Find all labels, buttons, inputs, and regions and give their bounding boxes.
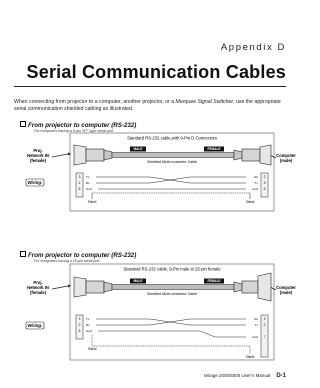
right-signal-2b: Tx bbox=[254, 323, 258, 327]
db25-connector-icon bbox=[258, 273, 271, 301]
strain-relief-icon bbox=[234, 150, 242, 160]
diagram-1-frame bbox=[70, 133, 274, 211]
diagram-2-left-label-3: (female) bbox=[29, 290, 47, 295]
cable-2-body bbox=[112, 285, 234, 290]
diagram-1-left-label-1: Proj. bbox=[33, 148, 43, 153]
shield-label-right-2: Shield bbox=[245, 355, 255, 359]
left-pin-2c: 5 bbox=[78, 329, 81, 333]
shield-label-left-2: Shield bbox=[87, 347, 97, 351]
diagram-2-left-label-2: Network IN bbox=[27, 285, 49, 290]
right-pin-1a: 2 bbox=[263, 175, 266, 179]
section-1-subnote: For computers having a 9-pin “AT” type serial port bbox=[34, 129, 114, 133]
right-pin-2a: 3 bbox=[263, 317, 266, 321]
wire-rx bbox=[96, 177, 246, 183]
connector-hood-icon bbox=[86, 149, 104, 161]
diagram-1-cable-title: Standard RS-232 cable,with 9-Pin D Connectors bbox=[127, 135, 217, 141]
female-tag-2: FEMALE bbox=[207, 279, 221, 284]
female-tag-1: FEMALE bbox=[207, 147, 221, 152]
diagram-1-left-label-3: (female) bbox=[29, 158, 47, 163]
arrow-head-icon bbox=[68, 153, 71, 156]
wiring-label-2: Wiring: bbox=[27, 323, 43, 329]
strain-relief-icon bbox=[104, 150, 112, 160]
connector-hood-icon bbox=[242, 149, 260, 161]
wire-shield bbox=[92, 335, 250, 354]
diagram-1-right-label-1: Computer bbox=[276, 153, 296, 158]
footer-manual-title: Mirage 2000/5000 User’s Manual bbox=[203, 373, 271, 378]
diagram-1-left-arrow bbox=[52, 154, 68, 157]
wire-rx bbox=[96, 319, 246, 325]
diagram-2-left-arrow bbox=[52, 286, 68, 289]
section-2-heading-text: From projector to computer (RS-232) bbox=[28, 252, 137, 259]
cable-caption-2: Shielded Multi-conductor Cable bbox=[147, 292, 197, 296]
male-tag-2: MALE bbox=[133, 279, 143, 284]
cable-diagram-2 bbox=[26, 264, 296, 360]
wiring-label-1: Wiring: bbox=[27, 180, 43, 186]
diagram-1-left-label-2: Network IN bbox=[27, 153, 49, 158]
arrow-head-icon bbox=[68, 285, 71, 288]
page-title: Serial Communication Cables bbox=[26, 62, 286, 82]
diagram-2-cable-title: Standard RS-232 cable, 9-Pin male to 25-pin female bbox=[123, 266, 221, 272]
footer-page-number: D-1 bbox=[276, 373, 286, 379]
db9-male-connector-icon bbox=[260, 145, 271, 165]
right-pin-2b: 2 bbox=[263, 323, 266, 327]
cable-diagram-1 bbox=[26, 133, 296, 211]
db9-female-connector-icon bbox=[74, 145, 86, 165]
strain-relief-icon bbox=[234, 282, 242, 292]
right-pin-2c: 7 bbox=[263, 335, 266, 339]
diagram-2-right-label-2: (male) bbox=[279, 290, 293, 295]
intro-text-before: When connecting from projector to a computer, another projector, or a bbox=[14, 99, 176, 105]
section-1-heading-text: From projector to computer (RS-232) bbox=[28, 122, 137, 129]
left-signal-1a: Tx bbox=[86, 175, 90, 179]
shield-label-right-1: Shield bbox=[245, 200, 255, 204]
db9-female-connector-icon bbox=[74, 277, 86, 297]
right-pin-1b: 3 bbox=[263, 181, 266, 185]
section-2-subnote: For computers having a 25-pin serial port bbox=[34, 259, 100, 263]
left-signal-2b: Rx bbox=[86, 323, 90, 327]
left-signal-1b: Rx bbox=[86, 181, 90, 185]
connector-hood-icon bbox=[86, 281, 104, 293]
right-pin-1c: 5 bbox=[263, 187, 266, 191]
wire-gnd bbox=[98, 331, 246, 337]
left-pin-2b: 2 bbox=[78, 323, 81, 327]
left-pin-1b: 2 bbox=[78, 181, 81, 185]
section-2-heading bbox=[20, 251, 136, 259]
left-signal-2c: Gnd bbox=[86, 329, 92, 333]
left-pin-1a: 3 bbox=[78, 175, 81, 179]
right-signal-1a: Rx bbox=[254, 175, 258, 179]
male-tag-1: MALE bbox=[133, 147, 143, 152]
intro-text-after: , use the appropriate serial communication shielded cabling as illustrated. bbox=[14, 99, 281, 112]
diagram-2-left-label-1: Proj. bbox=[33, 280, 43, 285]
diagram-2-frame bbox=[70, 264, 274, 360]
intro-product-name: Marquee Signal Switcher bbox=[175, 99, 234, 105]
right-signal-2a: Rx bbox=[254, 317, 258, 321]
strain-relief-icon bbox=[104, 282, 112, 292]
left-signal-1c: Gnd bbox=[86, 187, 92, 191]
appendix-label: Appendix D bbox=[220, 42, 286, 53]
diagram-2-right-label-1: Computer bbox=[276, 285, 296, 290]
diagram-1-right-label-2: (male) bbox=[279, 158, 293, 163]
cable-1-body bbox=[112, 153, 234, 158]
checkbox-bullet-icon bbox=[20, 251, 26, 257]
page-footer bbox=[204, 373, 286, 379]
right-signal-1c: Gnd bbox=[252, 187, 258, 191]
right-signal-2c: Gnd bbox=[252, 335, 258, 339]
right-signal-1b: Tx bbox=[254, 181, 258, 185]
cable-caption-1: Shielded Multi-conductor Cable bbox=[147, 160, 197, 164]
shield-label-left-1: Shield bbox=[87, 200, 97, 204]
left-pin-2a: 3 bbox=[78, 317, 81, 321]
left-pin-1c: 5 bbox=[78, 187, 81, 191]
connector-hood-icon bbox=[242, 281, 258, 293]
left-signal-2a: Tx bbox=[86, 317, 90, 321]
